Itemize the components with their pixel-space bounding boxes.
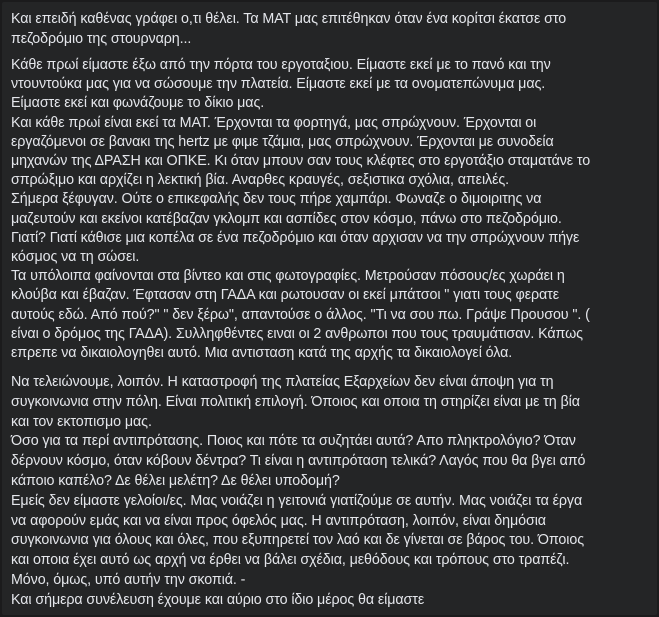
text-line: επρεπε να δικαιολογηθει αυτό. Μια αντισταση κατά της αρχής τα δικαιολογεί όλα. — [11, 345, 513, 362]
text-line: είναι ο δρόμος της ΓΑΔΑ). Συλληφθέντες ειναι οι 2 ανθρωποι που τους τραυμάτισαν. Κάπως — [11, 325, 583, 342]
text-line: μηχανών της ΔΡΑΣΗ και ΟΠΚΕ. Κι όταν μπουν σαν τους κλέφτες στο εργοτάξιο σταματάνε το — [11, 153, 591, 170]
text-line: Μόνο, όμως, υπό αυτήν την σκοπιά. - — [11, 571, 246, 588]
text-line: Και κάθε πρωί είναι εκεί τα ΜΑΤ. Έρχονται τα φορτηγά, μας σπρώχνουν. Έρχονται οι — [11, 114, 537, 131]
paragraph-account — [11, 56, 590, 363]
text-line: και τον εκτοπισμο μας. — [11, 413, 152, 430]
text-line: κόσμος να τη σώσει. — [11, 249, 140, 266]
text-line: κλούβα και έβαζαν. Έφτασαν στη ΓΑΔΑ και ρωτουσαν οι εκεί μπάτσοι " γιατι τους φερατε — [11, 287, 559, 304]
text-line: Και σήμερα συνέλευση έχουμε και αύριο στο ίδιο μέρος θα είμαστε — [11, 591, 425, 608]
text-line: σπρώξιμο και αρχίζει η λεκτική βία. Αναρθες κραυγές, σεξιστικα σχόλια, απειλές. — [11, 172, 510, 189]
text-line: Να τελειώνουμε, λοιπόν. Η καταστροφή της πλατείας Εξαρχείων δεν είναι άποψη για τη — [11, 374, 554, 390]
text-line: Όσο για τα περί αντιπρότασης. Ποιος και πότε τα συζητάει αυτά? Απο πληκτρολόγιο? Όταν — [11, 433, 576, 450]
text-line: συγκοινωνια για όλους και όλες, που εξυπηρετεί τον λαό και δε γίνεται σε βάρος του. Όποιος — [11, 532, 584, 549]
text-line: πεζοδρόμιο της στουρναρη... — [11, 30, 192, 47]
paragraph-intro — [11, 10, 566, 49]
text-line: αυτούς εδώ. Από πού?" " δεν ξέρω", απαντούσε ο άλλος. "Τι να σου πω. Γράψε Προυσου ". ( — [11, 306, 590, 323]
text-line: Εμείς δεν είμαστε γελοίοι/ες. Μας νοιάζει η γειτονιά γιατίζούμε σε αυτήν. Μας νοιάζει τα έργα — [11, 492, 583, 509]
text-line: μαζευτούν και εκείνοι κατέβαζαν γκλομπ και ασπίδες στον κόσμο, πάνω στο πεζοδρόμιο. — [11, 210, 562, 227]
text-line: κάποιο καπέλο? Δε θέλει μελέτη? Δε θέλει υποδομή? — [11, 472, 340, 489]
text-line: Κάθε πρωί είμαστε έξω από την πόρτα του εργοταξιου. Είμαστε εκεί με το πανό και την — [11, 57, 551, 73]
post-body — [2, 2, 657, 615]
text-line: να αφορούν εμάς και να είναι προς όφελός μας. Η αντιπρόταση, λοιπόν, είναι δημόσια — [11, 512, 546, 529]
text-line: δέρνουν κόσμο, όταν κόβουν δέντρα? Τι είναι η αντιπρόταση τελικά? Λαγός που θα βγει από — [11, 453, 586, 470]
text-line: Τα υπόλοιπα φαίνονται στα βίντεο και στις φωτογραφίες. Μετρούσαν πόσους/ες χωράει η — [11, 268, 565, 285]
text-line: Σήμερα ξέφυγαν. Ούτε ο επικεφαλής δεν τους πήρε χαμπάρι. Φωναζε ο διμοιριτης να — [11, 191, 542, 208]
text-line: Γιατί? Γιατί κάθισε μια κοπέλα σε ένα πεζοδρόμιο και όταν αρχισαν να την σπρώχνουν πήγε — [11, 229, 580, 246]
text-line: Είμαστε εκεί και φωνάζουμε το δίκιο μας. — [11, 95, 265, 112]
text-line: ντουντούκα μας για να σώσουμε την πλατεία. Είμαστε εκεί με τα ονοματεπώνυμα μας. — [11, 76, 546, 93]
text-line: συγκοινωνια στην πόλη. Είναι πολιτική επιλογή. Όποιος και οποια τη στηρίζει είναι με τη βία — [11, 393, 580, 410]
text-line: και οποια έχει αυτό ως αρχή να έρθει να βάλει σχέδια, μεθόδους και τρόπους στο τραπέζι. — [11, 552, 570, 569]
text-line: Και επειδή καθένας γράφει ο,τι θέλει. Τα ΜΑΤ μας επιτέθηκαν όταν ένα κορίτσι έκατσε στο — [11, 11, 567, 27]
paragraph-conclusion — [11, 373, 585, 611]
text-line: εργαζόμενοι σε βανακι της hertz με φιμε τζάμια, μας σπρώχνουν. Έρχονται με συνοδεία — [11, 133, 554, 150]
